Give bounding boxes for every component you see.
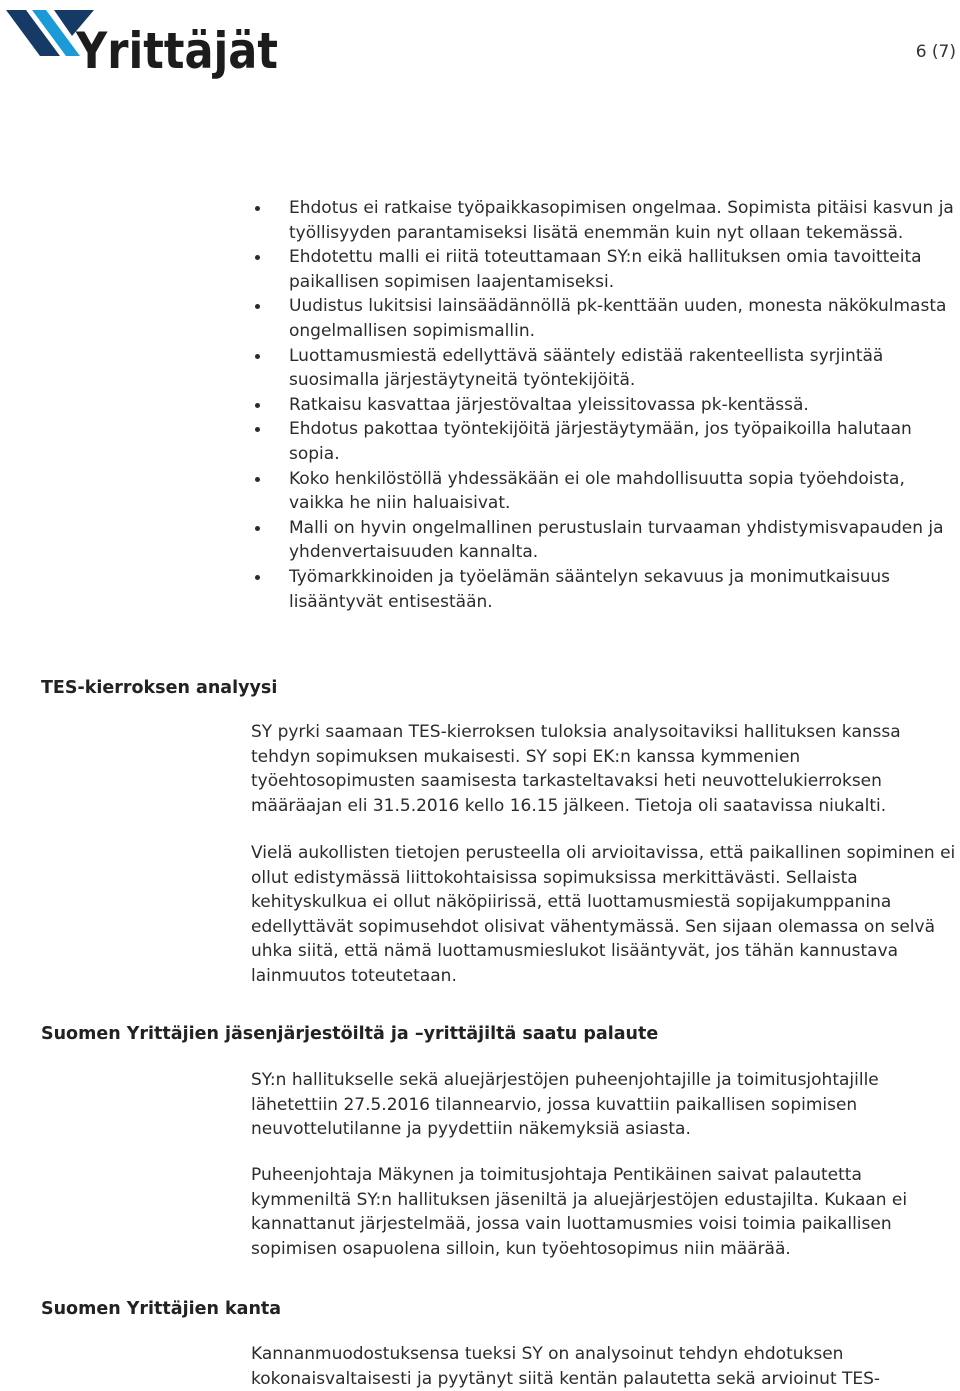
page-number: 6 (7) <box>915 42 956 62</box>
bullet-list <box>251 196 957 614</box>
bullet-item: Ehdotus ei ratkaise työpaikkasopimisen ongelmaa. Sopimista pitäisi kasvun ja työllisyyden parantamiseksi lisätä enemmän kuin nyt ollaan tekemässä. <box>251 196 957 245</box>
palaute-paragraph-1-container <box>251 1068 957 1142</box>
palaute-paragraph-1: SY:n hallitukselle sekä aluejärjestöjen puheenjohtajille ja toimitusjohtajille lähetettiin 27.5.2016 tilannearvio, jossa kuvattiin paikallisen sopimisen neuvottelutilanne ja pyydettiin näkemyksiä asiasta. <box>251 1070 879 1140</box>
palaute-paragraph-2-container <box>251 1163 957 1261</box>
section-heading-tes: TES-kierroksen analyysi <box>41 678 278 698</box>
section-heading-palaute: Suomen Yrittäjien jäsenjärjestöiltä ja –yrittäjiltä saatu palaute <box>41 1024 659 1044</box>
tes-paragraph-2: Vielä aukollisten tietojen perusteella oli arvioitavissa, että paikallinen sopiminen ei ollut edistymässä liittokohtaisissa sopimuksissa merkittävästi. Sellaista kehityskulkua ei ollut näköpiirissä, että luottamusmiestä sopijakumppanina edellyttävät sopimusehdot olisivat vähentymässä. Sen sijaan olemassa on selvä uhka siitä, että nämä luottamusmieslukot lisääntyvät, jos tähän kannustava lainmuutos toteutetaan. <box>251 843 956 986</box>
bullet-item: Koko henkilöstöllä yhdessäkään ei ole mahdollisuutta sopia työehdoista, vaikka he niin haluaisivat. <box>251 467 957 516</box>
section-heading-kanta: Suomen Yrittäjien kanta <box>41 1299 282 1319</box>
kanta-paragraph-1-container <box>251 1342 957 1391</box>
bullet-item: Uudistus lukitsisi lainsäädännöllä pk-kenttään uuden, monesta näkökulmasta ongelmallisen sopimismallin. <box>251 294 957 343</box>
yrittajat-logo <box>6 4 286 80</box>
tes-paragraph-2-container <box>251 841 957 989</box>
tes-paragraph-1-container <box>251 720 957 818</box>
yrittajat-logo-graphic <box>6 4 286 80</box>
logo-wordmark: Yrittäjät <box>75 22 278 80</box>
tes-paragraph-1: SY pyrki saamaan TES-kierroksen tuloksia analysoitaviksi hallituksen kanssa tehdyn sopimuksen mukaisesti. SY sopi EK:n kanssa kymmenien työehtosopimusten saamisesta tarkasteltavaksi heti neuvottelukierroksen määräajan eli 31.5.2016 kello 16.15 jälkeen. Tietoja oli saatavissa niukalti. <box>251 722 901 816</box>
bullet-item: Malli on hyvin ongelmallinen perustuslain turvaaman yhdistymisvapauden ja yhdenvertaisuuden kannalta. <box>251 516 957 565</box>
bullet-item: Ehdotus pakottaa työntekijöitä järjestäytymään, jos työpaikoilla halutaan sopia. <box>251 417 957 466</box>
bullet-item: Ratkaisu kasvattaa järjestövaltaa yleissitovassa pk-kentässä. <box>251 393 957 418</box>
bullet-item: Työmarkkinoiden ja työelämän sääntelyn sekavuus ja monimutkaisuus lisääntyvät entisestään. <box>251 565 957 614</box>
bullet-item: Ehdotettu malli ei riitä toteuttamaan SY:n eikä hallituksen omia tavoitteita paikallisen sopimisen laajentamiseksi. <box>251 245 957 294</box>
kanta-paragraph-1: Kannanmuodostuksensa tueksi SY on analysoinut tehdyn ehdotuksen kokonaisvaltaisesti ja pyytänyt siitä kentän palautetta sekä arvioinut TES- <box>251 1344 881 1389</box>
palaute-paragraph-2: Puheenjohtaja Mäkynen ja toimitusjohtaja Pentikäinen saivat palautetta kymmeniltä SY:n hallituksen jäseniltä ja aluejärjestöjen edustajilta. Kukaan ei kannattanut järjestelmää, jossa vain luottamusmies voisi toimia paikallisen sopimisen osapuolena silloin, kun työehtosopimus niin määrää. <box>251 1165 908 1259</box>
bullet-list-container <box>251 196 957 614</box>
bullet-item: Luottamusmiestä edellyttävä sääntely edistää rakenteellista syrjintää suosimalla järjestäytyneitä työntekijöitä. <box>251 344 957 393</box>
